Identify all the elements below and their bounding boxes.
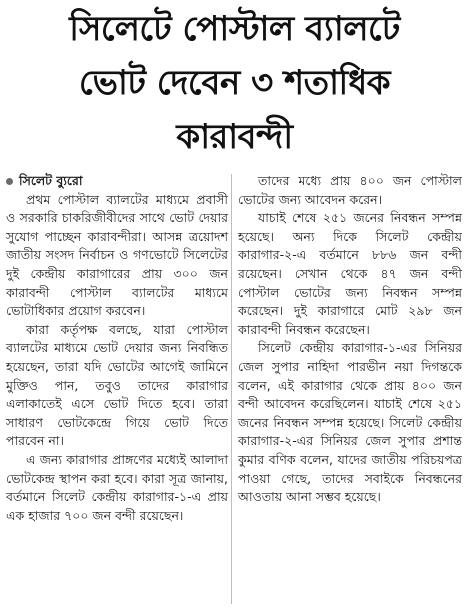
paragraph: প্রথম পোস্টাল ব্যালটের মাধ্যমে প্রবাসী ও সরকারি চাকরিজীবীদের সাথে ভোট দেয়ার সুযোগ পাচ্ছেন কারাবন্দীরা। আসন্ন ত্রয়োদশ জাতীয় সংসদ নির্বাচন ও গণভোটে সিলেটের দুই কেন্দ্রীয় কারাগারের প্রায় ৩০০ জন কারাবন্দী পোস্টাল ব্যালটের মাধ্যমে ভোটাধিকার প্রয়োগ করবেন। [6, 191, 228, 319]
dateline [6, 172, 228, 191]
article-column-right [238, 172, 462, 507]
dateline-text: সিলেট ব্যুরো [19, 173, 83, 188]
paragraph: যাচাই শেষে ২৫১ জনের নিবন্ধন সম্পন্ন হয়েছে। অন্য দিকে সিলেট কেন্দ্রীয় কারাগার-২-এ বর্তমানে ৮৮৬ জন বন্দী রয়েছেন। সেখান থেকে ৪৭ জন বন্দী পোস্টাল ভোটের জন্য নিবন্ধন সম্পন্ন করেছেন। দুই কারাগারে মোট ২৯৮ জন কারাবন্দী নিবন্ধন করেছেন। [238, 210, 462, 337]
headline-line-2: ভোট দেবেন ৩ শতাধিক [78, 63, 391, 103]
headline-line-3: কারাবন্দী [176, 117, 293, 157]
article-column-left [6, 172, 228, 525]
headline-line-1: সিলেটে পোস্টাল ব্যালটে [69, 9, 400, 49]
paragraph: সিলেট কেন্দ্রীয় কারাগার-১-এর সিনিয়র জেল সুপার নাহিদা পারভীন নয়া দিগন্তকে বলেন, এই কারাগার থেকে প্রায় ৪০০ জন বন্দী আবেদন করেছিলেন। যাচাই শেষে ২৫১ জনের নিবন্ধন সম্পন্ন হয়েছে। সিলেট কেন্দ্রীয় কারাগার-২-এর সিনিয়র জেল সুপার প্রশান্ত কুমার বণিক বলেন, যাদের জাতীয় পরিচয়পত্র পাওয়া গেছে, তাদের সবাইকে নিবন্ধনের আওতায় আনা সম্ভব হয়েছে। [238, 340, 462, 505]
paragraph: এ জন্য কারাগার প্রাঙ্গণের মধ্যেই আলাদা ভোটকেন্দ্র স্থাপন করা হবে। কারা সূত্র জানায়, বর্তমানে সিলেট কেন্দ্রীয় কারাগার-১-এ প্রায় এক হাজার ৭০০ জন বন্দী রয়েছেন। [6, 451, 228, 523]
column-divider [231, 174, 232, 604]
paragraph: কারা কর্তৃপক্ষ বলছে, যারা পোস্টাল ব্যালটের মাধ্যমে ভোট দেয়ার জন্য নিবন্ধিত হয়েছেন, তারা যদি ভোটের আগেই জামিনে মুক্তিও পান, তবুও তাদের কারাগার এলাকাতেই এসে ভোট দিতে হবে। তারা সাধারণ ভোটকেন্দ্রে গিয়ে ভোট দিতে পারবেন না। [6, 321, 228, 449]
bullet-icon [6, 178, 13, 185]
paragraph: তাদের মধ্যে প্রায় ৪০০ জন পোস্টাল ভোটের জন্য আবেদন করেন। [238, 173, 462, 207]
headline [4, 2, 465, 164]
